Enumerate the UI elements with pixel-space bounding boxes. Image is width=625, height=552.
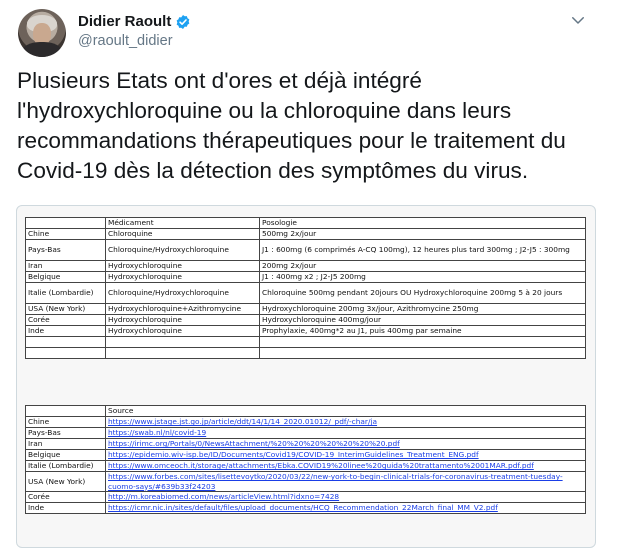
drug-cell: Chloroquine: [106, 229, 260, 240]
empty-row: [26, 348, 586, 359]
source-cell: [106, 428, 586, 439]
source-link[interactable]: https://epidemio.wiv-isp.be/ID/Documents/Covid19/COVID-19_InterimGuidelines_Treatment_ENG.pdf: [108, 450, 479, 460]
dose-cell: 200mg 2x/jour: [260, 261, 586, 272]
empty-cell: [26, 337, 106, 348]
header-cell: Source: [106, 406, 586, 417]
table-row: [26, 240, 586, 261]
empty-row: [26, 337, 586, 348]
dose-cell: J1 : 600mg (6 comprimés A-CQ 100mg), 12 heures plus tard 300mg ; J2-J5 : 300mg: [260, 240, 586, 261]
table-header-row: [26, 218, 586, 229]
chevron-down-icon[interactable]: [569, 11, 587, 29]
dose-cell: Hydroxychloroquine 200mg 3x/jour, Azithromycine 250mg: [260, 304, 586, 315]
source-cell: [106, 450, 586, 461]
table-row: [26, 304, 586, 315]
sources-table: [25, 405, 586, 514]
dose-cell: 500mg 2x/jour: [260, 229, 586, 240]
treatments-table: [25, 217, 586, 359]
dose-cell: J1 : 400mg x2 ; J2-J5 200mg: [260, 272, 586, 283]
empty-cell: [26, 348, 106, 359]
dose-cell: Hydroxychloroquine 400mg/jour: [260, 315, 586, 326]
header-cell: Médicament: [106, 218, 260, 229]
empty-cell: [260, 348, 586, 359]
country-cell: Chine: [26, 229, 106, 240]
source-link[interactable]: https://www.forbes.com/sites/lisettevoytko/2020/03/22/new-york-to-begin-clinical-trials-for-coronavirus-treatment-tuesday-cuomo-says/#639b33f24203: [108, 472, 563, 491]
drug-cell: Chloroquine/Hydroxychloroquine: [106, 240, 260, 261]
author-handle[interactable]: @raoult_didier: [78, 33, 173, 49]
header-cell: [26, 218, 106, 229]
table-row: [26, 315, 586, 326]
author-name[interactable]: Didier Raoult: [78, 13, 172, 30]
source-cell: [106, 492, 586, 503]
table-row: [26, 229, 586, 240]
empty-cell: [106, 348, 260, 359]
table-row: [26, 261, 586, 272]
source-link[interactable]: https://swab.nl/nl/covid-19: [108, 428, 207, 438]
source-cell: [106, 439, 586, 450]
dose-cell: Prophylaxie, 400mg*2 au J1, puis 400mg par semaine: [260, 326, 586, 337]
table-row: [26, 428, 586, 439]
source-cell: [106, 461, 586, 472]
empty-cell: [260, 337, 586, 348]
country-cell: Belgique: [26, 272, 106, 283]
header-cell: [26, 406, 106, 417]
drug-cell: Hydroxychloroquine+Azithromycine: [106, 304, 260, 315]
avatar-body: [22, 42, 62, 57]
source-cell: [106, 417, 586, 428]
table-row: [26, 472, 586, 492]
source-link[interactable]: https://www.jstage.jst.go.jp/article/ddt/14/1/14_2020.01012/_pdf/-char/ja: [108, 417, 378, 427]
avatar[interactable]: [18, 9, 66, 57]
drug-cell: Hydroxychloroquine: [106, 326, 260, 337]
table-row: [26, 283, 586, 304]
drug-cell: Hydroxychloroquine: [106, 315, 260, 326]
author-name-row: [78, 13, 191, 30]
source-link[interactable]: http://m.koreabiomed.com/news/articleView.html?idxno=7428: [108, 492, 340, 502]
tweet-text: Plusieurs Etats ont d'ores et déjà intégré l'hydroxychloroquine ou la chloroquine dans leurs recommandations thérapeutiques pour le traitement du Covid-19 dès la détection des symptômes du virus.: [17, 68, 566, 183]
country-cell: Pays-Bas: [26, 428, 106, 439]
table-header-row: [26, 406, 586, 417]
country-cell: Iran: [26, 439, 106, 450]
country-cell: Pays-Bas: [26, 240, 106, 261]
source-cell: [106, 503, 586, 514]
country-cell: Belgique: [26, 450, 106, 461]
source-link[interactable]: https://irimc.org/Portals/0/NewsAttachment/%20%20%20%20%20%20%20.pdf: [108, 439, 400, 449]
table-row: [26, 272, 586, 283]
empty-cell: [106, 337, 260, 348]
country-cell: Inde: [26, 326, 106, 337]
country-cell: Corée: [26, 315, 106, 326]
table-row: [26, 439, 586, 450]
table-row: [26, 503, 586, 514]
table-row: [26, 492, 586, 503]
table-row: [26, 450, 586, 461]
attached-spreadsheet-image[interactable]: [16, 205, 596, 548]
table-row: [26, 326, 586, 337]
drug-cell: Hydroxychloroquine: [106, 261, 260, 272]
source-cell: [106, 472, 586, 492]
country-cell: Corée: [26, 492, 106, 503]
table-row: [26, 461, 586, 472]
drug-cell: Hydroxychloroquine: [106, 272, 260, 283]
country-cell: Chine: [26, 417, 106, 428]
country-cell: Italie (Lombardie): [26, 283, 106, 304]
source-link[interactable]: https://www.omceoch.it/storage/attachments/Ebka.COVID19%20linee%20guida%20trattamento%2001MAR.pdf.pdf: [108, 461, 534, 471]
country-cell: Italie (Lombardie): [26, 461, 106, 472]
dose-cell: Chloroquine 500mg pendant 20jours OU Hydroxychloroquine 200mg 5 à 20 jours: [260, 283, 586, 304]
country-cell: Iran: [26, 261, 106, 272]
country-cell: Inde: [26, 503, 106, 514]
verified-badge-icon: [175, 14, 191, 30]
drug-cell: Chloroquine/Hydroxychloroquine: [106, 283, 260, 304]
table-row: [26, 417, 586, 428]
source-link[interactable]: https://icmr.nic.in/sites/default/files/upload_documents/HCQ_Recommendation_22March_final_MM_V2.pdf: [108, 503, 498, 513]
country-cell: USA (New York): [26, 472, 106, 492]
country-cell: USA (New York): [26, 304, 106, 315]
header-cell: Posologie: [260, 218, 586, 229]
